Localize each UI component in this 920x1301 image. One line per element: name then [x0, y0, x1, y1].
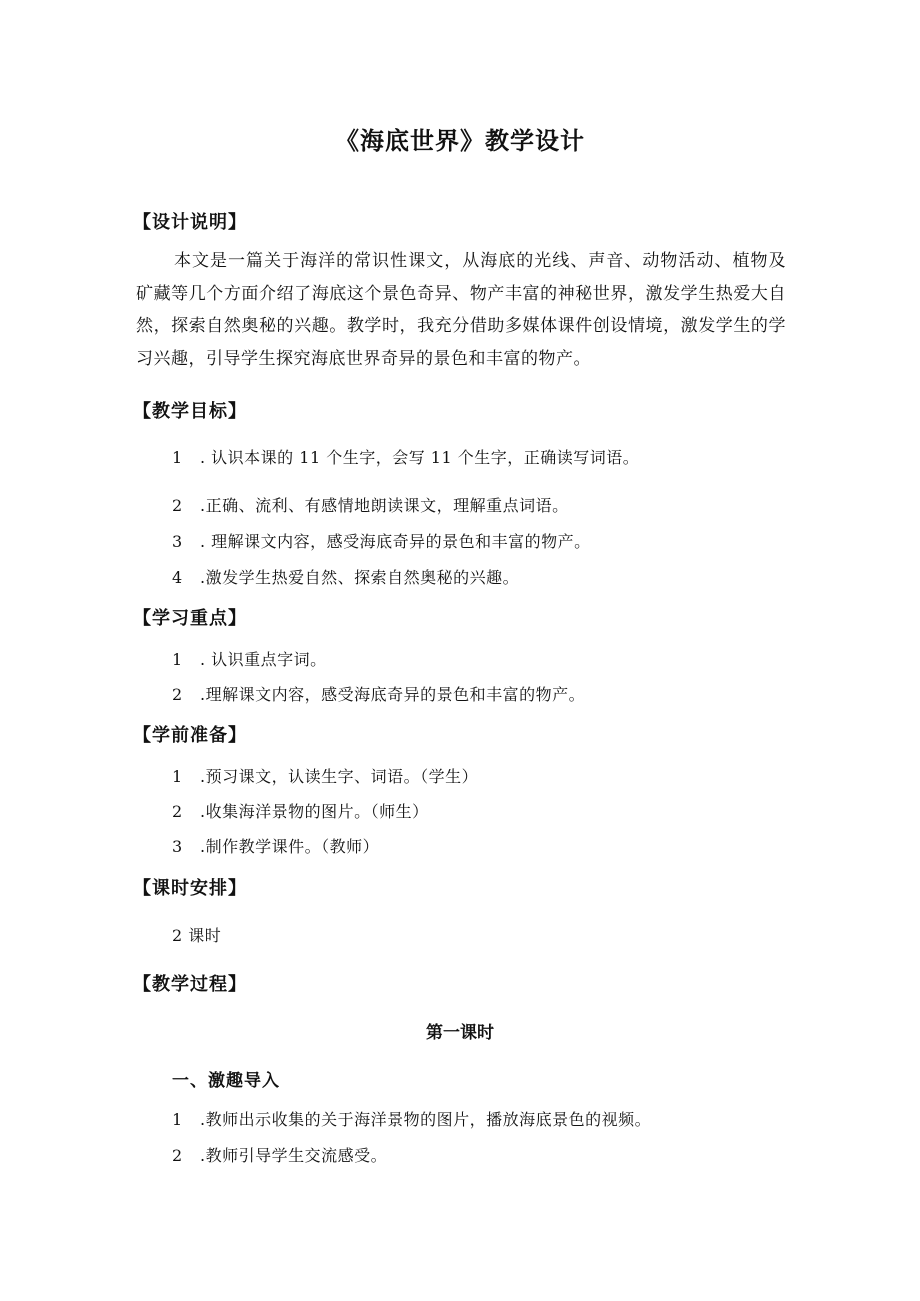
item-number: 4: [172, 568, 183, 587]
goal-item: [172, 445, 639, 468]
item-text: .预习课文，认读生字、词语。（学生）: [200, 767, 479, 786]
heading-focus: 【学习重点】: [133, 608, 247, 629]
heading-goals: 【教学目标】: [133, 401, 247, 422]
goal-item: [172, 529, 591, 552]
item-text: .理解课文内容，感受海底奇异的景色和丰富的物产。: [200, 685, 586, 704]
item-text: .制作教学课件。（教师）: [200, 837, 380, 856]
item-text: . 认识本课的 11 个生字，会写 11 个生字，正确读写词语。: [200, 448, 640, 467]
item-text: .教师出示收集的关于海洋景物的图片，播放海底景色的视频。: [200, 1110, 652, 1129]
lesson-title: 第一课时: [426, 1023, 494, 1043]
goal-item: [172, 493, 569, 516]
prep-item: [172, 764, 478, 787]
goal-item: [172, 565, 519, 588]
focus-item: [172, 647, 327, 670]
item-text: . 理解课文内容，感受海底奇异的景色和丰富的物产。: [200, 532, 591, 551]
schedule-text: 2 课时: [172, 926, 222, 945]
process-item: [172, 1143, 387, 1166]
item-text: . 认识重点字词。: [200, 650, 327, 669]
item-text: .激发学生热爱自然、探索自然奥秘的兴趣。: [200, 568, 520, 587]
document-title: 《海底世界》教学设计: [335, 127, 585, 155]
process-item: [172, 1107, 651, 1130]
focus-item: [172, 682, 585, 705]
prep-item: [172, 799, 429, 822]
item-number: 3: [172, 837, 183, 856]
item-text: .教师引导学生交流感受。: [200, 1146, 388, 1165]
item-number: 3: [172, 532, 183, 551]
heading-prep: 【学前准备】: [133, 725, 247, 746]
item-number: 1: [172, 650, 183, 669]
heading-process: 【教学过程】: [133, 974, 247, 995]
item-number: 2: [172, 496, 183, 515]
item-number: 2: [172, 802, 183, 821]
heading-design: 【设计说明】: [133, 212, 247, 233]
heading-schedule: 【课时安排】: [133, 878, 247, 899]
item-text: .正确、流利、有感情地朗读课文，理解重点词语。: [200, 496, 569, 515]
item-number: 1: [172, 1110, 183, 1129]
item-text: .收集海洋景物的图片。（师生）: [200, 802, 429, 821]
item-number: 1: [172, 767, 183, 786]
prep-item: [172, 834, 379, 857]
design-paragraph: 本文是一篇关于海洋的常识性课文，从海底的光线、声音、动物活动、植物及矿藏等几个方面介绍了海底这个景色奇异、物产丰富的神秘世界，激发学生热爱大自然，探索自然奥秘的兴趣。教学时，我充分借助多媒体课件创设情境，激发学生的学习兴趣，引导学生探究海底世界奇异的景色和丰富的物产。: [136, 251, 786, 369]
item-number: 1: [172, 448, 183, 467]
item-number: 2: [172, 685, 183, 704]
subheading-intro: 一、激趣导入: [172, 1071, 280, 1091]
item-number: 2: [172, 1146, 183, 1165]
